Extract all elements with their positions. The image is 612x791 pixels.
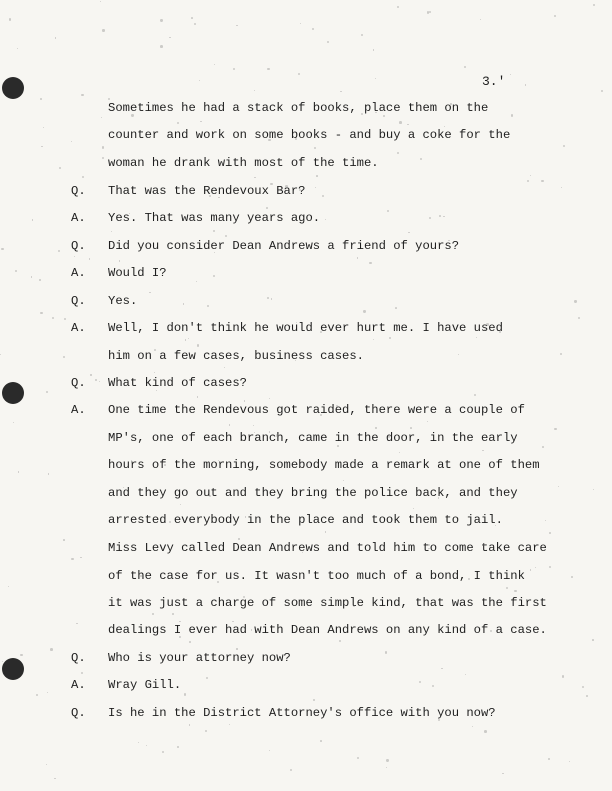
speaker-label: Q. [71, 651, 86, 665]
transcript-line [0, 373, 612, 393]
transcript-line [0, 181, 612, 201]
line-text: Yes. [108, 294, 138, 308]
line-text: Wray Gill. [108, 678, 182, 692]
line-text: Would I? [108, 266, 167, 280]
transcript-line [0, 428, 612, 448]
line-text: Sometimes he had a stack of books, place them on the [108, 101, 489, 115]
line-text: it was just a charge of some simple kind, that was the first [108, 596, 547, 610]
speaker-label: A. [71, 266, 86, 280]
transcript-line [0, 318, 612, 338]
line-text: dealings I ever had with Dean Andrews on any kind of a case. [108, 623, 547, 637]
line-text: Did you consider Dean Andrews a friend of yours? [108, 239, 460, 253]
speaker-label: A. [71, 403, 86, 417]
line-text: him on a few cases, business cases. [108, 349, 364, 363]
line-text: MP's, one of each branch, came in the door, in the early [108, 431, 518, 445]
transcript-line [0, 400, 612, 420]
speaker-label: A. [71, 678, 86, 692]
transcript-line [0, 538, 612, 558]
speaker-label: Q. [71, 706, 86, 720]
speaker-label: Q. [71, 184, 86, 198]
line-text: Is he in the District Attorney's office with you now? [108, 706, 496, 720]
line-text: That was the Rendevoux Bar? [108, 184, 306, 198]
transcript-line [0, 346, 612, 366]
line-text: arrested everybody in the place and took them to jail. [108, 513, 503, 527]
line-text: Miss Levy called Dean Andrews and told him to come take care [108, 541, 547, 555]
line-text: Yes. That was many years ago. [108, 211, 321, 225]
line-text: hours of the morning, somebody made a remark at one of them [108, 458, 540, 472]
line-text: of the case for us. It wasn't too much of a bond, I think [108, 569, 525, 583]
line-text: counter and work on some books - and buy a coke for the [108, 128, 511, 142]
transcript-line [0, 483, 612, 503]
transcript-line [0, 703, 612, 723]
line-text: Well, I don't think he would ever hurt me. I have used [108, 321, 503, 335]
transcript-line [0, 125, 612, 145]
line-text: woman he drank with most of the time. [108, 156, 379, 170]
transcript-line [0, 566, 612, 586]
transcript-line [0, 98, 612, 118]
transcript-line [0, 263, 612, 283]
transcript-line [0, 208, 612, 228]
speaker-label: A. [71, 321, 86, 335]
page-number: 3.' [482, 74, 506, 89]
transcript-line [0, 153, 612, 173]
line-text: and they go out and they bring the police back, and they [108, 486, 518, 500]
transcript-line [0, 675, 612, 695]
speaker-label: Q. [71, 294, 86, 308]
transcript-line [0, 510, 612, 530]
speaker-label: A. [71, 211, 86, 225]
transcript-line [0, 236, 612, 256]
transcript-line [0, 455, 612, 475]
line-text: One time the Rendevous got raided, there were a couple of [108, 403, 525, 417]
transcript-line [0, 620, 612, 640]
speaker-label: Q. [71, 239, 86, 253]
transcript-line [0, 291, 612, 311]
transcript-line [0, 593, 612, 613]
transcript-line [0, 648, 612, 668]
binder-hole [2, 77, 24, 99]
line-text: What kind of cases? [108, 376, 247, 390]
speaker-label: Q. [71, 376, 86, 390]
line-text: Who is your attorney now? [108, 651, 291, 665]
